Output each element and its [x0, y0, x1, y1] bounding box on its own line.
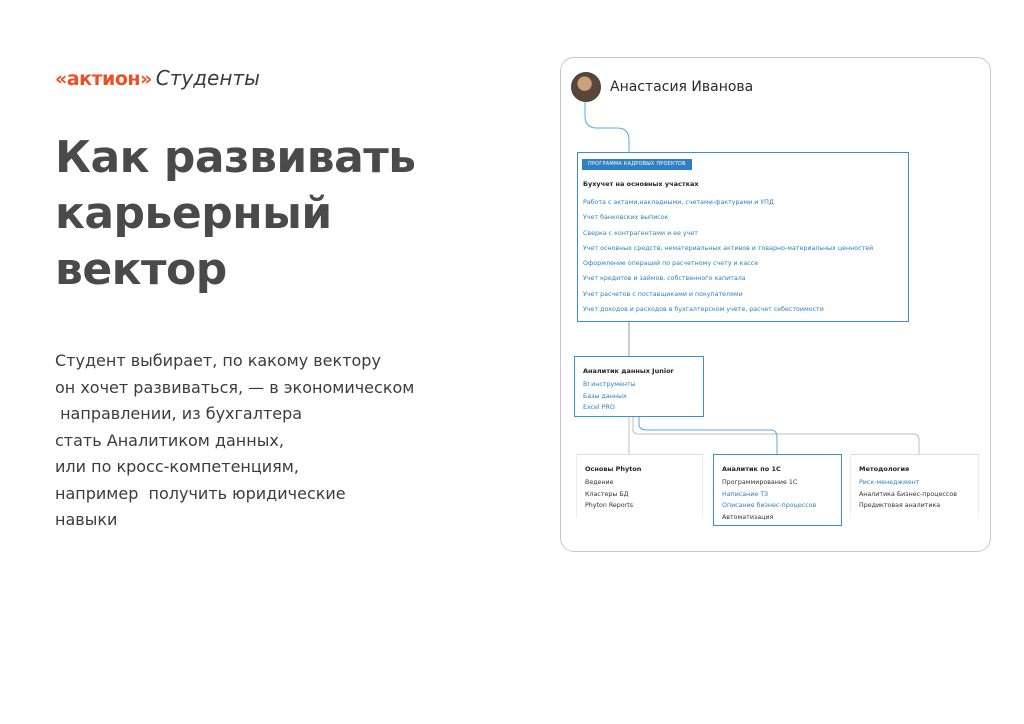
- program-item[interactable]: Работа с актами,накладными, счетами-фактурами и УПД: [583, 199, 774, 206]
- methodology-list: [859, 477, 957, 512]
- title-line: карьерный: [55, 188, 332, 239]
- program-item[interactable]: Сверка с контрагентами и ее учет: [583, 229, 698, 237]
- description-line: или по кросс-компетенциям,: [55, 457, 299, 476]
- career-path-card: [560, 57, 991, 552]
- phyton-item: Кластеры БД: [585, 490, 629, 498]
- user-avatar-icon: [571, 72, 601, 102]
- junior-title: Аналитик данных Junior: [583, 367, 674, 375]
- junior-list: [583, 379, 636, 414]
- program-item[interactable]: Оформление операций по расчетному счету и кассе: [583, 260, 759, 268]
- logo-brand: «актион»: [55, 68, 152, 90]
- program-item[interactable]: Учет основных средств, нематериальных активов и товарно-материальных ценностей: [583, 244, 874, 252]
- junior-item[interactable]: BI инструменты: [583, 381, 636, 388]
- 1c-item: Автоматизация: [722, 513, 774, 521]
- program-box: [577, 152, 909, 322]
- phyton-item: Ведение: [585, 479, 614, 486]
- program-title: Бухучет на основных участках: [583, 180, 699, 188]
- program-item[interactable]: Учет доходов и расходов в бухгалтерском учете, расчет себестоимости: [583, 306, 824, 314]
- junior-item[interactable]: Excel PRO: [583, 404, 615, 411]
- description-line: Студент выбирает, по какому вектору: [55, 351, 381, 370]
- 1c-item[interactable]: Написание ТЗ: [722, 490, 769, 498]
- program-item[interactable]: Учет банковских выписок: [583, 214, 669, 222]
- program-badge: ПРОГРАММА КАДРОВЫХ ПРОЕКТОВ: [582, 159, 692, 170]
- program-item[interactable]: Учет расчетов с поставщиками и покупателями: [583, 290, 743, 298]
- program-item[interactable]: Учет кредитов и займов, собственного капитала: [583, 275, 746, 283]
- phyton-basics-box: [576, 454, 703, 518]
- description-line: например получить юридические: [55, 483, 346, 503]
- description-line: навыки: [55, 510, 118, 529]
- methodology-item[interactable]: Риск-менеджмент: [859, 479, 920, 486]
- methodology-item: Предиктовая аналитика: [859, 502, 941, 509]
- junior-item[interactable]: Базы данных: [583, 392, 627, 400]
- phyton-title: Основы Phyton: [585, 465, 642, 473]
- junior-analyst-box: [574, 356, 704, 417]
- logo-product: Студенты: [155, 66, 260, 90]
- 1c-analyst-box: [713, 454, 842, 526]
- description-line: направлении, из бухгалтера: [55, 404, 303, 423]
- aktion-students-logo: [55, 66, 260, 96]
- 1c-item: Программирование 1С: [722, 479, 798, 486]
- person-header: [571, 72, 753, 102]
- description-text: [55, 348, 485, 534]
- description-line: стать Аналитиком данных,: [55, 430, 284, 450]
- phyton-item: Phyton Reports: [585, 502, 633, 509]
- description-line: он хочет развиваться, — в экономическом: [55, 377, 415, 397]
- person-name: Анастасия Иванова: [610, 79, 754, 95]
- 1c-title: Аналитик по 1С: [722, 465, 781, 473]
- methodology-item: Аналитика Бизнес-процессов: [859, 490, 957, 498]
- methodology-title: Методология: [859, 465, 910, 473]
- page-title: [55, 130, 475, 298]
- phyton-list: [585, 477, 633, 512]
- 1c-item[interactable]: Описание бизнес-процессов: [722, 502, 817, 509]
- 1c-list: [722, 477, 816, 523]
- title-line: Как развивать: [55, 132, 416, 183]
- program-list: [583, 195, 873, 317]
- title-line: вектор: [55, 244, 227, 295]
- methodology-box: [850, 454, 979, 518]
